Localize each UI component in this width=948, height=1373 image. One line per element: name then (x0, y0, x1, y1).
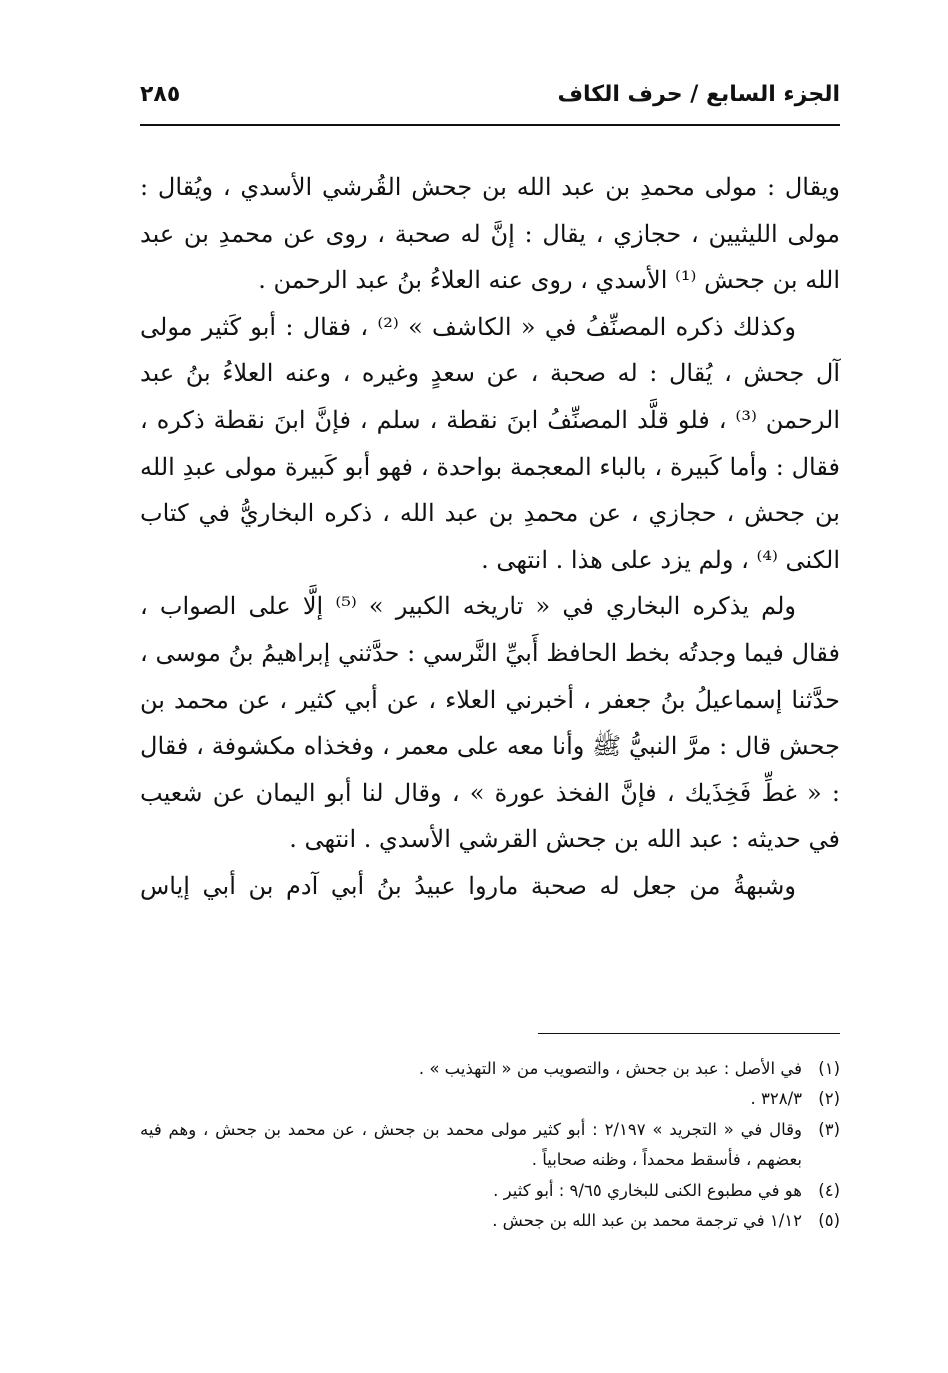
paragraph: ويقال : مولى محمدِ بن عبد الله بن جحش القُرشي الأسدي ، ويُقال : مولى الليثيين ، حجازي ، يقال : إنَّ له صحبة ، روى عن محمدِ بن عبد الله بن جحش ⁽¹⁾ الأسدي ، روى عنه العلاءُ بنُ عبد الرحمن . (140, 173, 841, 295)
footnote (140, 1054, 840, 1084)
paragraph: وشبهةُ من جعل له صحبة ماروا عبيدُ بنُ أبي آدم بن أبي إياس (140, 871, 796, 900)
footnote-number: (٣) (818, 1119, 840, 1139)
footnotes (140, 1054, 840, 1236)
footnote-text: هو في مطبوع الكنى للبخاري ٩/٦٥ : أبو كثير . (493, 1180, 802, 1200)
paragraph: وكذلك ذكره المصنِّفُ في « الكاشف » ⁽²⁾ ، فقال : أبو كَثير مولى آل جحش ، يُقال : له صحبة ، عن سعدٍ وغيره ، وعنه العلاءُ بنُ عبد الرحمن ⁽³⁾ ، فلو قلَّد المصنِّفُ ابنَ نقطة ، سلم ، فإنَّ ابنَ نقطة ذكره ، فقال : وأما كَبيرة ، بالباء المعجمة بواحدة ، فهو أبو كَبيرة مولى عبدِ الله بن جحش ، حجازي ، عن محمدِ بن عبد الله ، ذكره البخاريُّ في كتاب الكنى ⁽⁴⁾ ، ولم يزد على هذا . انتهى . (140, 312, 840, 574)
footnote-number: (٤) (818, 1180, 840, 1200)
footnote-number: (٥) (818, 1211, 840, 1231)
footnote-number: (١) (818, 1059, 840, 1078)
footnote-text: في الأصل : عبد بن جحش ، والتصويب من « التهذيب » . (418, 1059, 802, 1078)
page-number: ٢٨٥ (140, 82, 181, 107)
footnote (140, 1115, 840, 1176)
footnote-text: ٣٢٨/٣ . (750, 1089, 802, 1109)
footnote-rule (538, 1033, 840, 1034)
header-rule (140, 124, 840, 126)
page-header (140, 82, 840, 118)
footnote (140, 1206, 840, 1236)
footnote-text: وقال في « التجريد » ٢/١٩٧ : أبو كثير مولى محمد بن جحش ، عن محمد بن جحش ، وهم فيه بعضهم ، فأسقط محمداً ، وظنه صحابياً . (140, 1119, 802, 1170)
footnote (140, 1176, 840, 1206)
footnote-text: ١/١٢ في ترجمة محمد بن عبد الله بن جحش . (492, 1211, 802, 1231)
running-title: الجزء السابع / حرف الكاف (557, 82, 840, 107)
footnote (140, 1084, 840, 1114)
paragraph: ولم يذكره البخاري في « تاريخه الكبير » ⁽⁵⁾ إلَّا على الصواب ، فقال فيما وجدتُه بخط الحافظ أَبيِّ النَّرسي : حدَّثني إبراهيمُ بنُ موسى ، حدَّثنا إسماعيلُ بنُ جعفر ، أخبرني العلاء ، عن أبي كثير ، عن محمد بن جحش قال : مرَّ النبيُّ ﷺ وأنا معه على معمر ، وفخذاه مكشوفة ، فقال : « غطِّ فَخِذَيك ، فإنَّ الفخذ عورة » ، وقال لنا أبو اليمان عن شعيب في حديثه : عبد الله بن جحش القرشي الأسدي . انتهى . (140, 592, 840, 854)
footnote-number: (٢) (818, 1089, 840, 1109)
main-text (140, 164, 840, 910)
